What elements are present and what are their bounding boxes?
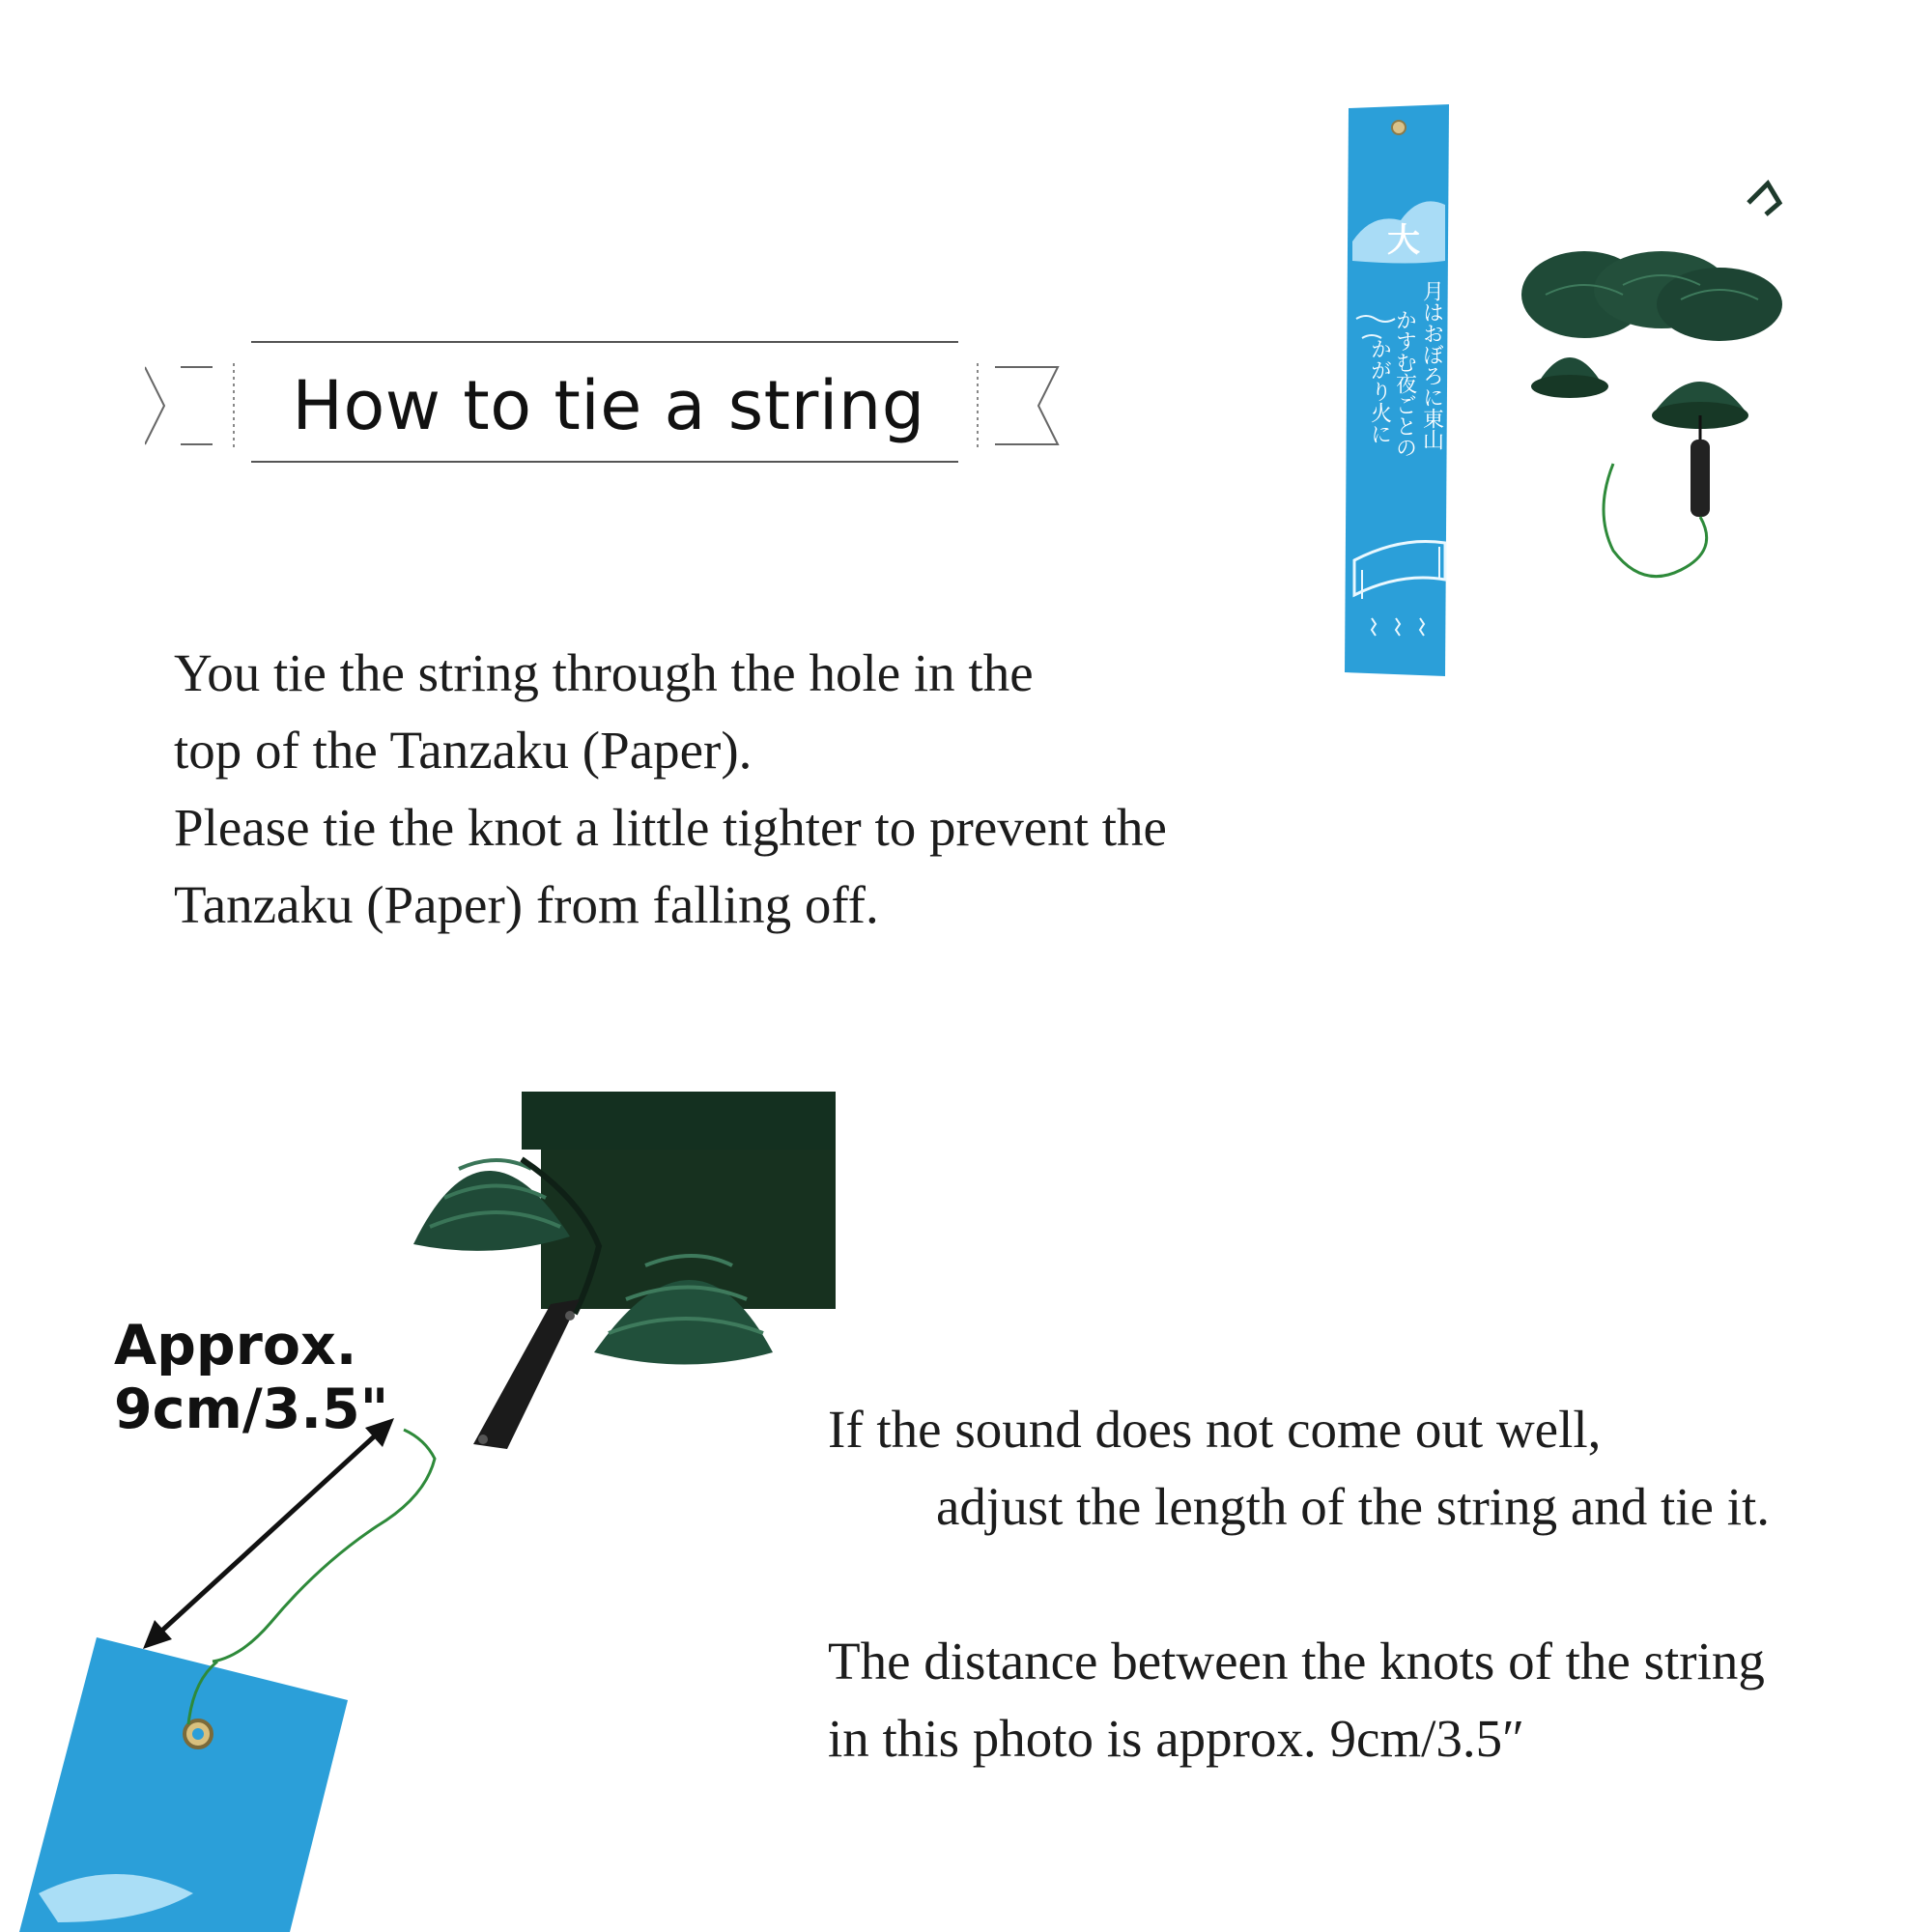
instruction-line: top of the Tanzaku (Paper).	[174, 721, 753, 780]
note-line: adjust the length of the string and tie it.	[936, 1477, 1771, 1536]
distance-label	[114, 1314, 388, 1441]
sound-adjust-note	[828, 1391, 1770, 1546]
instruction-line: Tanzaku (Paper) from falling off.	[174, 875, 879, 934]
green-string	[213, 1430, 435, 1662]
tanzaku-kanji: 大	[1387, 221, 1420, 260]
distance-label-line: 9cm/3.5"	[114, 1378, 389, 1441]
tanzaku-poem-column: 月はおぼろに東山	[1419, 280, 1444, 450]
measurement-arrow	[143, 1418, 394, 1649]
note-line: If the sound does not come out well,	[828, 1400, 1602, 1459]
note-line: The distance between the knots of the string	[828, 1632, 1765, 1690]
knot-distance-note	[828, 1623, 1765, 1777]
instruction-line: Please tie the knot a little tighter to prevent the	[174, 798, 1167, 857]
bell-cluster-closeup	[413, 1092, 836, 1449]
tanzaku-poem-column: かすむ夜ごとの	[1392, 309, 1417, 458]
tanzaku-poem-column: かがり火に	[1367, 338, 1392, 444]
distance-label-line: Approx.	[114, 1314, 357, 1378]
instruction-line: You tie the string through the hole in the	[174, 643, 1034, 702]
wind-chime-product-photo	[1294, 97, 1816, 696]
page-title: How to tie a string	[292, 366, 925, 445]
knot-distance-photo	[0, 1092, 850, 1932]
title-banner	[145, 338, 1072, 473]
tanzaku-paper-closeup	[19, 1637, 348, 1932]
note-line: in this photo is approx. 9cm/3.5″	[828, 1709, 1525, 1768]
bell-cluster	[1521, 184, 1782, 577]
tie-instructions	[174, 635, 1167, 944]
